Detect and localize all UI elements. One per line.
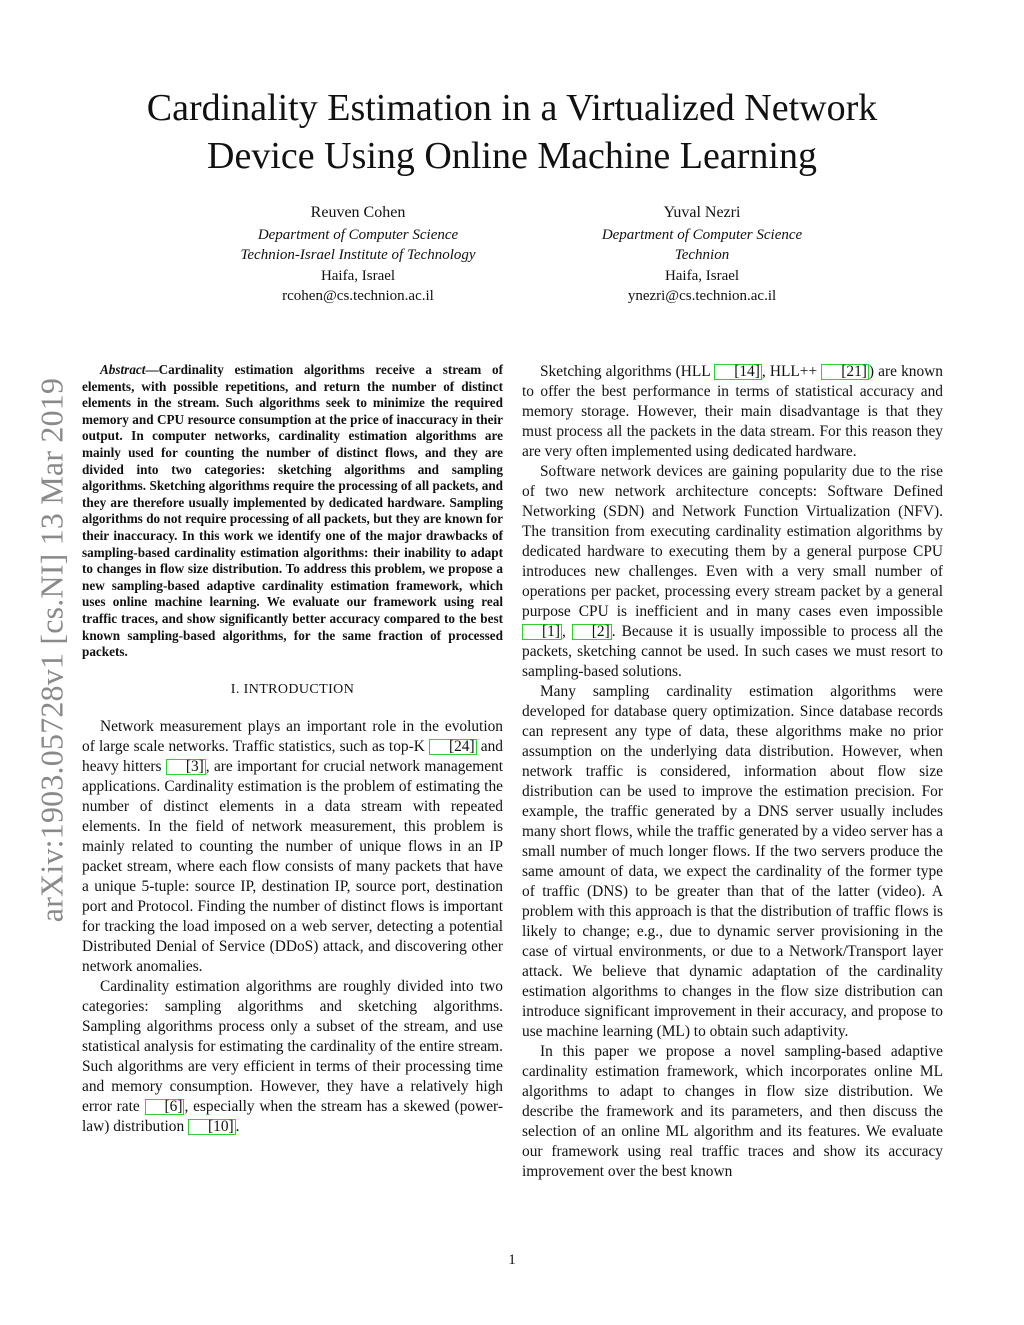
page-number: 1 <box>508 1252 516 1268</box>
title-line-1: Cardinality Estimation in a Virtualized Network <box>146 87 878 129</box>
author-location: Haifa, Israel <box>320 267 396 284</box>
citation-link[interactable]: [14] <box>714 364 762 380</box>
citation-link[interactable]: [2] <box>572 624 612 640</box>
citation-link[interactable]: [10] <box>188 1119 236 1135</box>
citation-link[interactable]: [21] <box>821 364 869 380</box>
author-block-cohen <box>198 203 518 307</box>
title-line-2: Device Using Online Machine Learning <box>207 135 817 177</box>
text-run: . <box>235 1117 240 1135</box>
text-run: Network measurement plays an important role in the evolution of large scale networks. Traffic statistics, such as top-K <box>82 717 503 755</box>
citation-link[interactable]: [24] <box>429 739 477 755</box>
text-run: , HLL++ <box>761 363 822 380</box>
section-title-initial: I <box>243 681 249 697</box>
abstract <box>82 362 503 661</box>
left-column <box>82 362 503 1137</box>
author-institution: Technion <box>674 247 730 263</box>
author-department: Department of Computer Science <box>257 226 459 243</box>
text-run: ) are known to offer the best performance in terms of statistical accuracy and memory storage. However, their main disadvantage is that they must process all the packets in the data stream. For this reason they are very often implemented using dedicated hardware. <box>522 363 943 460</box>
author-name: Yuval Nezri <box>663 204 741 221</box>
intro-paragraph-1 <box>82 717 503 977</box>
text-run: Sketching algorithms (HLL <box>540 363 715 380</box>
author-email: rcohen@cs.technion.ac.il <box>282 288 434 304</box>
citation-link[interactable]: [1] <box>522 624 562 640</box>
text-run: and heavy hitters <box>82 737 503 775</box>
intro-paragraph-6: In this paper we propose a novel sampling-based adaptive cardinality estimation framework, which incorporates online ML algorithms to adapt to changes in flow size distribution. We describe the framework and its parameters, and then discuss the selection of an online ML algorithm and its features. We evaluate our framework using real traffic traces and show its accuracy improvement over the best known <box>522 1043 943 1180</box>
intro-paragraph-3 <box>522 362 943 462</box>
author-email: ynezri@cs.technion.ac.il <box>627 288 777 304</box>
author-department: Department of Computer Science <box>601 226 803 243</box>
arxiv-identifier: arXiv:1903.05728v1 [cs.NI] 13 Mar 2019 <box>33 377 70 923</box>
citation-link[interactable]: [3] <box>166 759 206 775</box>
intro-paragraph-4 <box>522 462 943 682</box>
intro-paragraph-2 <box>82 977 503 1137</box>
section-title-rest: NTRODUCTION <box>248 681 355 697</box>
text-run: , <box>561 623 572 640</box>
author-institution: Technion-Israel Institute of Technology <box>240 247 476 263</box>
text-run: Software network devices are gaining popularity due to the rise of two new network architecture concepts: Software Defined Networking (SDN) and Network Function Virtualization (NFV). The transition from executing cardinality estimation algorithms by dedicated hardware to executing them by a general purpose CPU introduces new challenges. Even with a very small number of operations per packet, processing every stream packet by a general purpose CPU is inefficient and in many cases even impossible <box>522 463 943 620</box>
text-run: . Because it is usually impossible to process all the packets, sketching cannot be used. In such cases we must resort to sampling-based solutions. <box>522 623 943 680</box>
citation-link[interactable]: [6] <box>145 1099 185 1115</box>
author-location: Haifa, Israel <box>664 267 740 284</box>
paper-title <box>60 84 964 180</box>
text-run: , especially when the stream has a skewed (power-law) distribution <box>82 1097 503 1135</box>
section-heading-introduction <box>82 682 503 698</box>
abstract-text: Cardinality estimation algorithms receive a stream of elements, with possible repetitions, and return the number of distinct elements in the stream. Such algorithms seek to minimize the required memory and CPU resource consumption at the price of inaccuracy in their output. In computer networks, cardinality estimation algorithms are mainly used for counting the number of distinct flows, and they are divided into two categories: sketching algorithms and sampling algorithms. Sketching algorithms require the processing of all packets, and they are therefore usually implemented by dedicated hardware. Sampling algorithms do not require processing of all packets, but they are known for their inaccuracy. In this work we identify one of the major drawbacks of sampling-based cardinality estimation algorithms: their inability to adapt to changes in flow size distribution. To address this problem, we propose a new sampling-based adaptive cardinality estimation framework, which uses online machine learning. We evaluate our framework using real traffic traces, and show significantly better accuracy compared to the best known sampling-based algorithms, for the same fraction of processed packets. <box>82 362 503 660</box>
author-name: Reuven Cohen <box>310 204 406 221</box>
author-block-nezri <box>542 203 862 307</box>
right-column <box>522 362 943 1182</box>
abstract-dash: — <box>145 362 159 377</box>
abstract-label: Abstract <box>100 362 146 377</box>
text-run: , are important for crucial network management applications. Cardinality estimation is the problem of estimating the number of distinct elements in a data stream with repeated elements. In the field of network measurement, this problem is mainly related to counting the number of unique flows in an IP packet stream, where each flow consists of many packets that have a unique 5-tuple: source IP, destination IP, source port, destination port and Protocol. Finding the number of distinct flows is important for tracking the load imposed on a web server, detecting a potential Distributed Denial of Service (DDoS) attack, and discovering other network anomalies. <box>82 757 503 975</box>
section-number: I. <box>230 681 244 697</box>
intro-paragraph-5: Many sampling cardinality estimation algorithms were developed for database query optimization. Since database records can represent any type of data, these algorithms make no prior assumption on the underlying data distribution. However, when network traffic is considered, information about flow size distribution can be used to improve the estimation precision. For example, the traffic generated by a DNS server usually includes many short flows, while the traffic generated by a video server has a small number of much longer flows. If the two servers produce the same amount of data, we expect the cardinality of the former type of traffic (DNS) to be greater than that of the latter (video). A problem with this approach is that the distribution of traffic flows is likely to change; e.g., due to dynamic server provisioning in the case of virtual environments, or due to a Network/Transport layer attack. We believe that dynamic adaptation of the cardinality estimation algorithms to changes in the flow size distribution can introduce significant improvement in their accuracy, and propose to use machine learning (ML) to obtain such adaptivity. <box>522 683 943 1040</box>
text-run: Cardinality estimation algorithms are roughly divided into two categories: sampling algorithms and sketching algorithms. Sampling algorithms process only a subset of the stream, and use statistical analysis for estimating the cardinality of the entire stream. Such algorithms are very efficient in terms of their processing time and memory consumption. However, they have a relatively high error rate <box>82 977 503 1115</box>
